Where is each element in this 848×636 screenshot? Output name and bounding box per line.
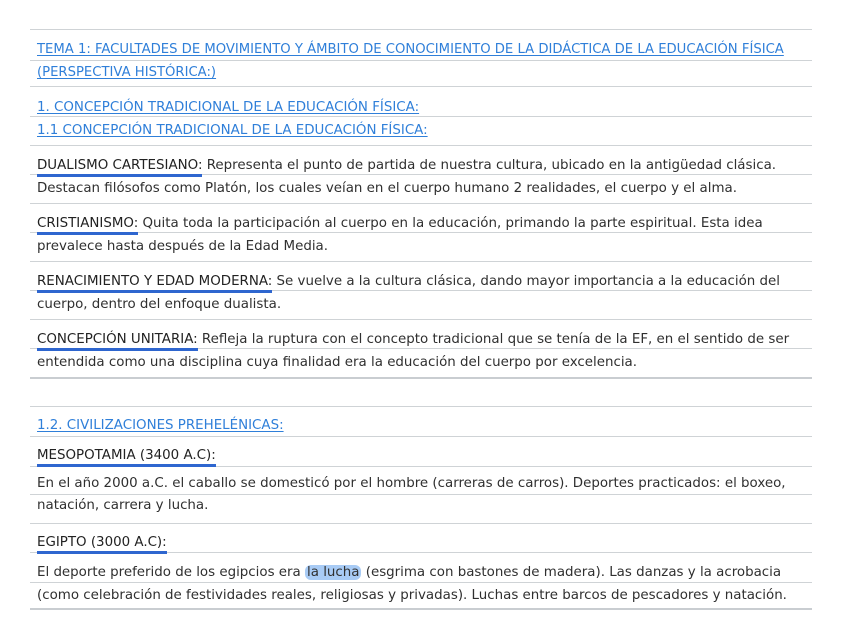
paragraph-line bbox=[37, 215, 763, 233]
page-title: TEMA 1: FACULTADES DE MOVIMIENTO Y ÁMBITO DE CONOCIMIENTO DE LA DIDÁCTICA DE LA EDUCACIÓN FÍSICA bbox=[37, 42, 784, 57]
ruled-line bbox=[30, 582, 812, 583]
paragraph-text: Refleja la ruptura con el concepto tradicional que se tenía de la EF, en el sentido de ser bbox=[197, 332, 790, 347]
term-dualismo: DUALISMO CARTESIANO: bbox=[37, 158, 202, 177]
term-egipto: EGIPTO (3000 A.C): bbox=[37, 535, 167, 554]
paragraph-text: (esgrima con bastones de madera). Las danzas y la acrobacia bbox=[361, 565, 782, 580]
section-subheading: 1.1 CONCEPCIÓN TRADICIONAL DE LA EDUCACIÓN FÍSICA: bbox=[37, 123, 428, 138]
paragraph-line bbox=[37, 157, 776, 175]
ruled-line bbox=[30, 60, 812, 61]
paragraph-line: (como celebración de festividades reales, religiosas y privadas). Luchas entre barcos de pescadores y natación. bbox=[37, 588, 787, 603]
paragraph-line bbox=[37, 273, 780, 291]
ruled-line bbox=[30, 86, 812, 87]
paragraph-line: cuerpo, dentro del enfoque dualista. bbox=[37, 297, 282, 312]
ruled-line bbox=[30, 406, 812, 407]
highlight: la lucha bbox=[307, 565, 360, 580]
term-renacimiento: RENACIMIENTO Y EDAD MODERNA: bbox=[37, 274, 272, 293]
paragraph-line: prevalece hasta después de la Edad Media. bbox=[37, 239, 329, 254]
paragraph-line: En el año 2000 a.C. el caballo se domesticó por el hombre (carreras de carros). Deportes practicados: el boxeo, bbox=[37, 476, 786, 491]
ruled-line bbox=[30, 608, 812, 610]
paragraph-line bbox=[37, 447, 216, 465]
paragraph-text: Quita toda la participación al cuerpo en la educación, primando la parte espiritual. Esta idea bbox=[138, 216, 763, 231]
ruled-line bbox=[30, 436, 812, 437]
ruled-line bbox=[30, 203, 812, 204]
ruled-line bbox=[30, 494, 812, 495]
paragraph-line bbox=[37, 534, 167, 552]
ruled-line bbox=[30, 29, 812, 30]
ruled-line bbox=[30, 377, 812, 379]
paragraph-text: El deporte preferido de los egipcios era bbox=[37, 565, 306, 580]
paragraph-line: Destacan filósofos como Platón, los cuales veían en el cuerpo humano 2 realidades, el cuerpo y el alma. bbox=[37, 181, 737, 196]
section-heading: 1. CONCEPCIÓN TRADICIONAL DE LA EDUCACIÓN FÍSICA: bbox=[37, 100, 420, 115]
paragraph-text: Se vuelve a la cultura clásica, dando mayor importancia a la educación del bbox=[272, 274, 780, 289]
section-heading: 1.2. CIVILIZACIONES PREHELÉNICAS: bbox=[37, 418, 284, 433]
term-mesopotamia: MESOPOTAMIA (3400 A.C): bbox=[37, 448, 216, 467]
term-cristianismo: CRISTIANISMO: bbox=[37, 216, 138, 235]
page-title-subtitle: (PERSPECTIVA HISTÓRICA:) bbox=[37, 65, 217, 80]
paragraph-line bbox=[37, 331, 789, 349]
term-concepcion-unitaria: CONCEPCIÓN UNITARIA: bbox=[37, 332, 198, 351]
ruled-line bbox=[30, 261, 812, 262]
paragraph-line bbox=[37, 564, 781, 582]
ruled-line bbox=[30, 523, 812, 524]
ruled-line bbox=[30, 319, 812, 320]
paragraph-line: natación, carrera y lucha. bbox=[37, 498, 209, 513]
paragraph-line: entendida como una disciplina cuya finalidad era la educación del cuerpo por excelencia. bbox=[37, 355, 637, 370]
paragraph-text: Representa el punto de partida de nuestra cultura, ubicado en la antigüedad clásica. bbox=[202, 158, 777, 173]
ruled-line bbox=[30, 145, 812, 146]
